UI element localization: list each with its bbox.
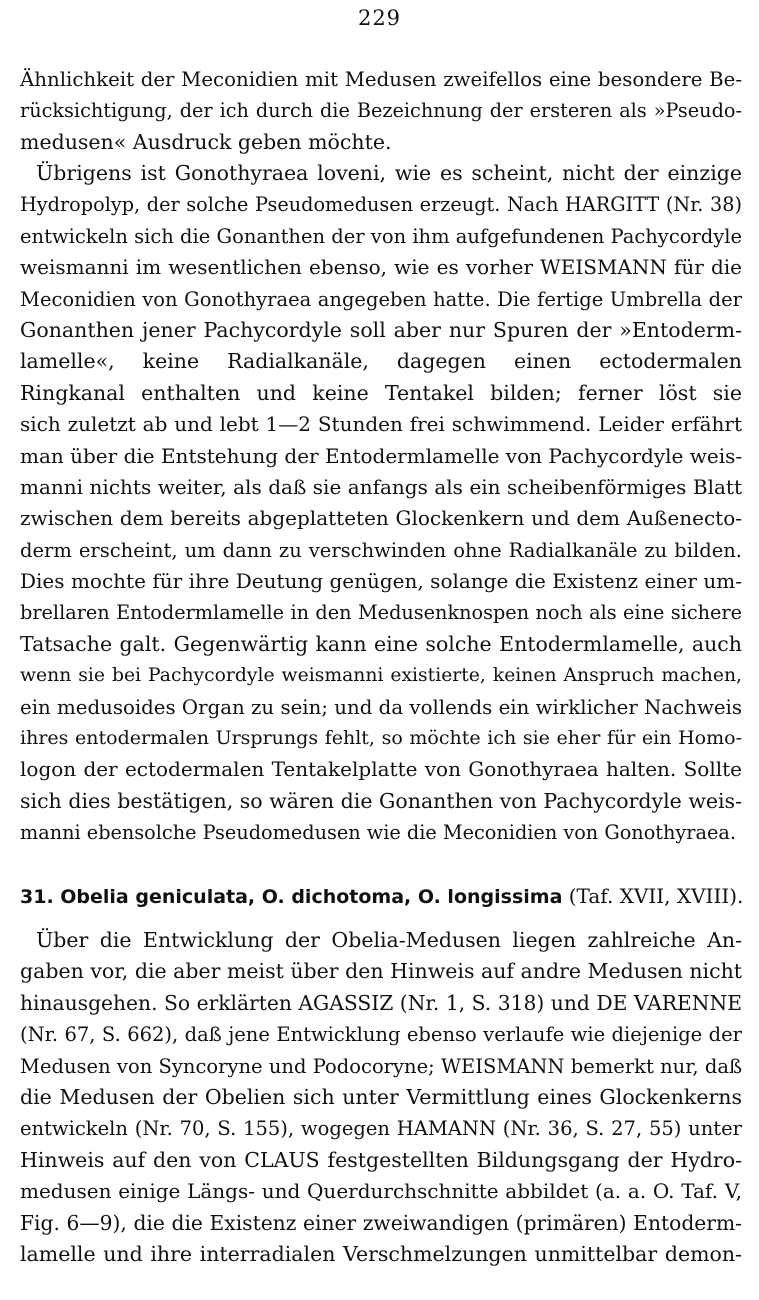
section-heading <box>20 879 742 913</box>
text-line: Über die Entwicklung der Obelia-Medusen liegen zahlreiche An- <box>36 928 742 952</box>
text-line: zwischen dem bereits abgeplatteten Glockenkern und dem Außenecto- <box>20 506 742 531</box>
section-heading-plate-refs: (Taf. XVII, XVIII). <box>562 884 744 908</box>
text-line: Hinweis auf den von CLAUS festgestellten Bildungsgang der Hydro- <box>20 1147 742 1172</box>
text-line: lamelle und ihre interradialen Verschmelzungen unmittelbar demon- <box>20 1241 742 1266</box>
text-line: logon der ectodermalen Tentakelplatte von Gonothyraea halten. Sollte <box>20 757 742 782</box>
text-line: Übrigens ist Gonothyraea loveni, wie es scheint, nicht der einzige <box>36 161 742 185</box>
text-line: Medusen von Syncoryne und Podocoryne; WEISMANN bemerkt nur, daß <box>20 1054 742 1078</box>
text-line: entwickeln (Nr. 70, S. 155), wogegen HAMANN (Nr. 36, S. 27, 55) unter <box>20 1117 742 1141</box>
text-line: man über die Entstehung der Entodermlamelle von Pachycordyle weis- <box>20 443 742 468</box>
text-line: Hydropolyp, der solche Pseudomedusen erzeugt. Nach HARGITT (Nr. 38) <box>20 193 742 217</box>
text-line: derm erscheint, um dann zu verschwinden ohne Radialkanäle zu bilden. <box>20 538 742 562</box>
text-line: medusen einige Längs- und Querdurchschnitte abbildet (a. a. O. Taf. V, <box>20 1179 742 1204</box>
page-number: 229 <box>357 6 402 30</box>
text-line: medusen« Ausdruck geben möchte. <box>20 129 392 154</box>
text-line: Fig. 6—9), die die Existenz einer zweiwandigen (primären) Entoderm- <box>20 1210 742 1235</box>
text-line: lamelle«, keine Radialkanäle, dagegen einen ectodermalen <box>20 349 742 374</box>
text-line: gaben vor, die aber meist über den Hinweis auf andre Medusen nicht <box>20 959 742 984</box>
text-line: manni nichts weiter, als daß sie anfangs als ein scheibenförmiges Blatt <box>20 474 742 499</box>
text-line: (Nr. 67, S. 662), daß jene Entwicklung ebenso verlaufe wie diejenige der <box>20 1023 742 1047</box>
text-line: Meconidien von Gonothyraea angegeben hatte. Die fertige Umbrella der <box>20 287 742 311</box>
paragraph-2 <box>20 158 742 849</box>
text-line: sich dies bestätigen, so wären die Gonanthen von Pachycordyle weis- <box>20 788 742 813</box>
text-line: hinausgehen. So erklärten AGASSIZ (Nr. 1, S. 318) und DE VARENNE <box>20 990 742 1015</box>
text-line: Dies mochte für ihre Deutung genügen, solange die Existenz einer um- <box>20 569 742 594</box>
section-heading-title: 31. Obelia geniculata, O. dichotoma, O. longissima <box>20 886 563 908</box>
text-line: rücksichtigung, der ich durch die Bezeichnung der ersteren als »Pseudo- <box>20 99 742 123</box>
text-line: die Medusen der Obelien sich unter Vermittlung eines Glockenkerns <box>20 1084 742 1109</box>
text-line: Gonanthen jener Pachycordyle soll aber nur Spuren der »Entoderm- <box>20 317 742 342</box>
paragraph-1 <box>20 64 742 158</box>
text-line: manni ebensolche Pseudomedusen wie die Meconidien von Gonothyraea. <box>20 821 736 845</box>
text-line: Ähnlichkeit der Meconidien mit Medusen zweifellos eine besondere Be- <box>20 68 742 91</box>
text-line: entwickeln sich die Gonanthen der von ihm aufgefundenen Pachycordyle <box>20 224 742 248</box>
text-line: weismanni im wesentlichen ebenso, wie es vorher WEISMANN für die <box>20 255 742 280</box>
text-line: ihres entodermalen Ursprungs fehlt, so möchte ich sie eher für ein Homo- <box>20 727 742 750</box>
text-line: brellaren Entodermlamelle in den Medusenknospen noch als eine sichere <box>20 601 742 625</box>
text-line: Tatsache galt. Gegenwärtig kann eine solche Entodermlamelle, auch <box>20 631 742 656</box>
text-line: sich zuletzt ab und lebt 1—2 Stunden frei schwimmend. Leider erfährt <box>20 412 742 437</box>
text-line: wenn sie bei Pachycordyle weismanni existierte, keinen Anspruch machen, <box>20 665 742 687</box>
text-line: ein medusoides Organ zu sein; und da vollends ein wirklicher Nachweis <box>20 695 742 719</box>
text-line: Ringkanal enthalten und keine Tentakel bilden; ferner löst sie <box>20 380 742 405</box>
paragraph-3 <box>20 925 742 1270</box>
